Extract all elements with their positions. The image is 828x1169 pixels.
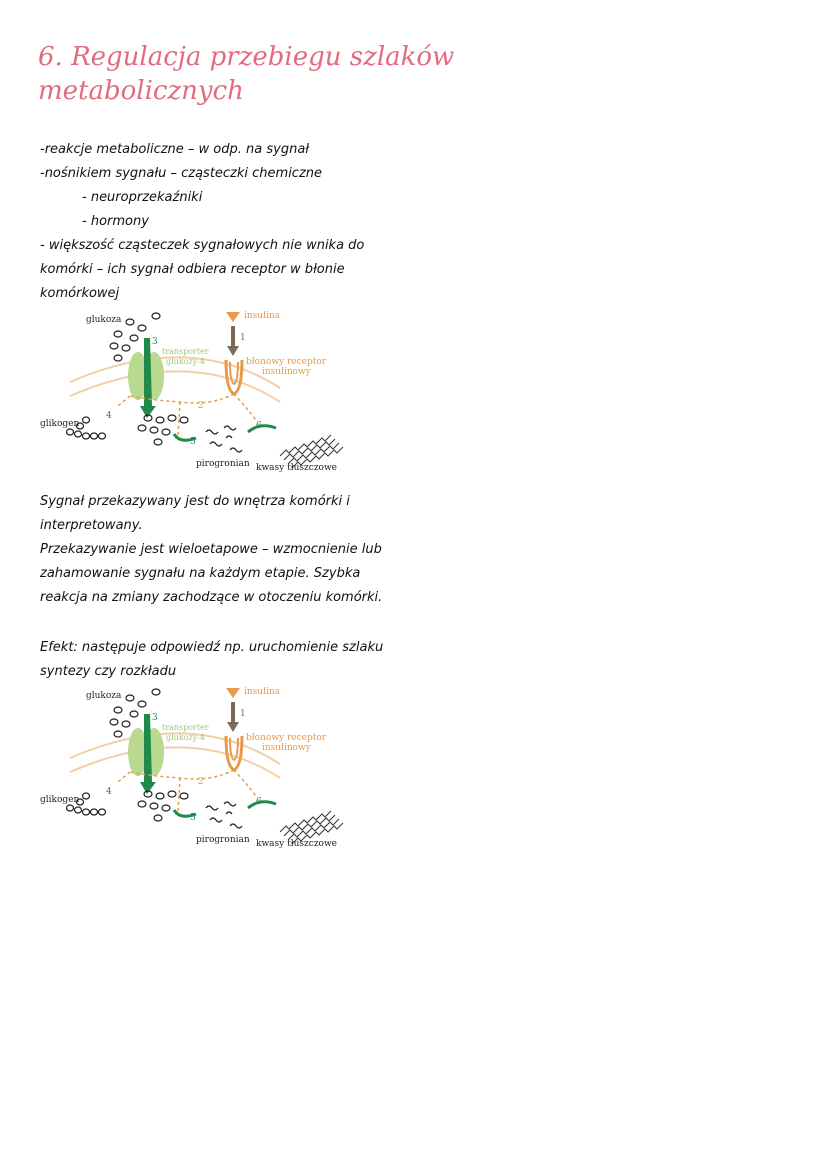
step-number: 4: [106, 787, 112, 797]
step-number: 2: [198, 401, 204, 411]
step-number: 4: [106, 411, 112, 421]
label-insulina: insulina: [244, 687, 281, 697]
intro-line: komórki – ich sygnał odbiera receptor w błonie: [40, 262, 345, 277]
label-transporter-2: glukozy-4: [166, 733, 206, 742]
label-transporter-2: glukozy-4: [166, 357, 206, 366]
label-glukoza: glukoza: [86, 691, 122, 701]
body-line: Efekt: następuje odpowiedź np. uruchomienie szlaku: [40, 640, 384, 655]
label-pirogronian: pirogronian: [196, 835, 250, 845]
label-glukoza: glukoza: [86, 315, 122, 325]
signal-text: [40, 490, 390, 610]
step-number: 5: [190, 437, 196, 447]
label-glikogen: glikogen: [40, 795, 80, 805]
step-number: 6: [256, 797, 262, 807]
step-number: 1: [240, 709, 246, 719]
body-line: reakcja na zmiany zachodzące w otoczeniu komórki.: [40, 590, 383, 605]
intro-subitem: - neuroprzekaźniki: [82, 190, 203, 205]
intro-text: [40, 138, 390, 306]
diagram-figure-1: [30, 310, 350, 478]
page-title: [38, 40, 458, 108]
step-number: 3: [152, 337, 158, 347]
label-kwasy: kwasy tłuszczowe: [256, 839, 338, 849]
label-receptor: błonowy receptor: [246, 733, 327, 743]
label-kwasy: kwasy tłuszczowe: [256, 463, 338, 473]
body-line: Sygnał przekazywany jest do wnętrza komórki i: [40, 494, 350, 509]
step-number: 5: [190, 813, 196, 823]
label-glikogen: glikogen: [40, 419, 80, 429]
intro-line: -nośnikiem sygnału – cząsteczki chemiczne: [40, 166, 323, 181]
title-line-1: 6. Regulacja przebiegu szlaków: [38, 42, 455, 72]
label-transporter: transporter: [162, 347, 209, 356]
step-number: 1: [240, 333, 246, 343]
step-number: 3: [152, 713, 158, 723]
title-line-2: metabolicznych: [38, 76, 244, 106]
effect-text: [40, 636, 390, 684]
intro-line: -reakcje metaboliczne – w odp. na sygnał: [40, 142, 310, 157]
label-receptor: błonowy receptor: [246, 357, 327, 367]
insulin-signaling-diagram: [30, 686, 350, 854]
body-line: Przekazywanie jest wieloetapowe – wzmocnienie lub: [40, 542, 382, 557]
label-insulina: insulina: [244, 311, 281, 321]
diagram-figure-2: [30, 686, 350, 854]
intro-line: komórkowej: [40, 286, 120, 301]
label-receptor-2: insulinowy: [262, 367, 311, 377]
body-line: interpretowany.: [40, 518, 143, 533]
intro-line: - większość cząsteczek sygnałowych nie wnika do: [40, 238, 365, 253]
intro-subitem: - hormony: [82, 214, 149, 229]
step-number: 6: [256, 421, 262, 431]
insulin-signaling-diagram: [30, 310, 350, 478]
label-transporter: transporter: [162, 723, 209, 732]
label-pirogronian: pirogronian: [196, 459, 250, 469]
label-receptor-2: insulinowy: [262, 743, 311, 753]
body-line: zahamowanie sygnału na każdym etapie. Szybka: [40, 566, 361, 581]
step-number: 2: [198, 777, 204, 787]
body-line: syntezy czy rozkładu: [40, 664, 177, 679]
